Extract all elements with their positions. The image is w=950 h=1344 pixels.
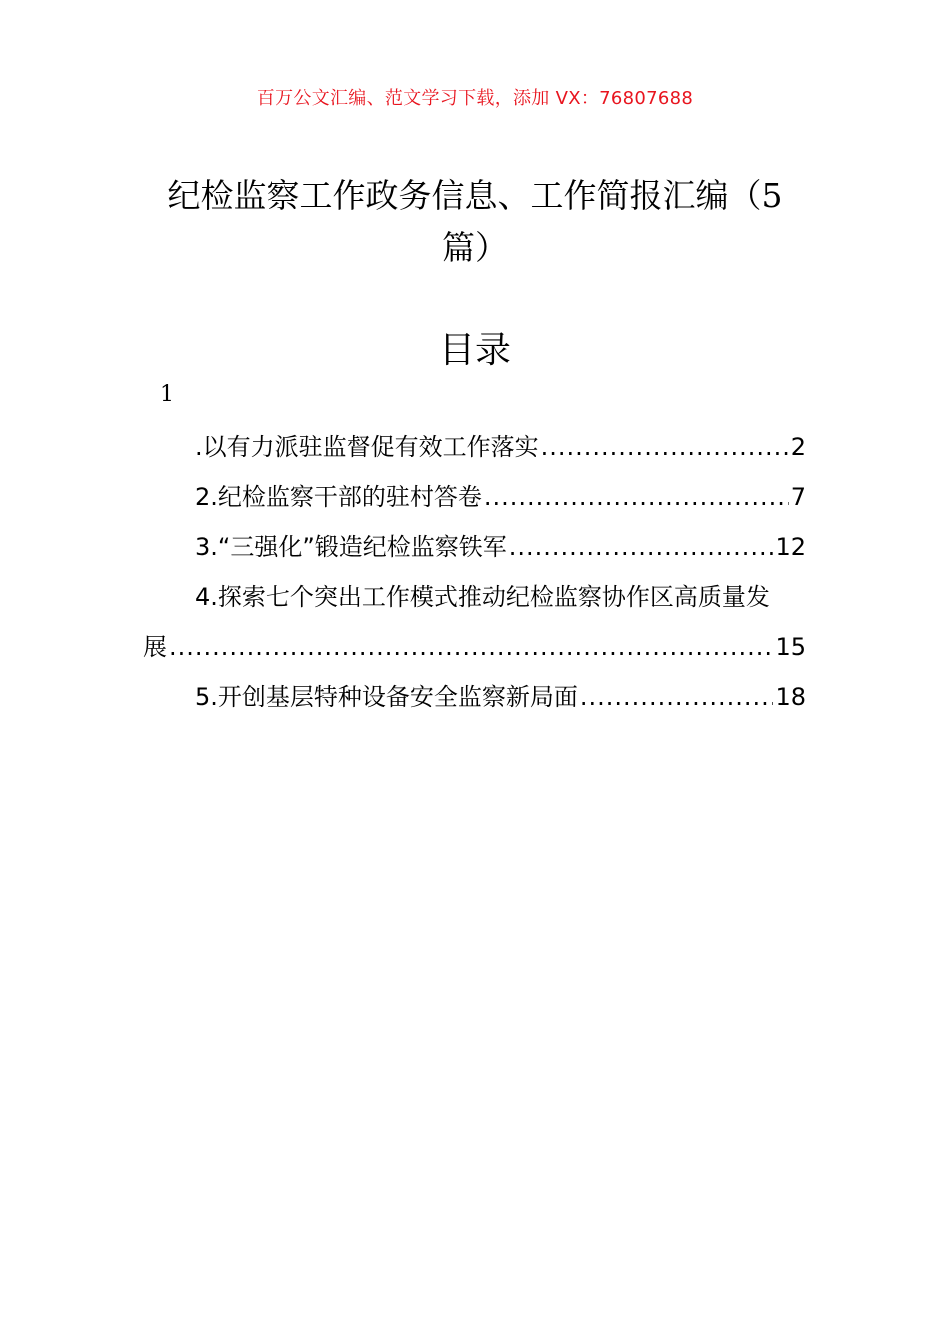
- stray-page-mark: 1: [160, 382, 174, 407]
- toc-entry-page: 7: [790, 483, 806, 511]
- toc-entry-5[interactable]: [195, 677, 806, 711]
- toc-entry-label-line2: 展: [143, 633, 167, 661]
- toc-entry-label: .以有力派驻监督促有效工作落实: [195, 433, 539, 461]
- title-tail: 篇）: [442, 228, 508, 267]
- document-title: [140, 170, 810, 274]
- toc-entry-page: 2: [790, 433, 806, 461]
- toc-leader-dots: [169, 633, 773, 661]
- toc-entry-label: 5.开创基层特种设备安全监察新局面: [195, 683, 578, 711]
- toc-entry-label-line1: 4.探索七个突出工作模式推动纪检监察协作区高质量发: [195, 583, 770, 611]
- toc-leader-dots: [509, 533, 774, 561]
- toc-leader-dots: [484, 483, 789, 511]
- toc-entry-1[interactable]: [195, 427, 806, 461]
- toc-entry-4[interactable]: [195, 577, 815, 611]
- toc-entry-2[interactable]: [195, 477, 806, 511]
- title-text: 纪检监察工作政务信息、工作简报汇编（: [167, 176, 762, 215]
- toc-entry-label: 3.“三强化”锻造纪检监察铁军: [195, 533, 507, 561]
- toc-entry-page: 18: [775, 683, 806, 711]
- toc-leader-dots: [541, 433, 789, 461]
- toc-leader-dots: [580, 683, 774, 711]
- header-banner: 百万公文汇编、范文学习下载，添加 VX：76807688: [256, 88, 694, 109]
- title-count: 5: [761, 176, 783, 215]
- toc-entry-page: 12: [775, 533, 806, 561]
- toc-entry-3[interactable]: [195, 527, 806, 561]
- toc-entry-4-continued[interactable]: [143, 627, 806, 661]
- toc-entry-page: 15: [775, 633, 806, 661]
- toc-entry-label: 2.纪检监察干部的驻村答卷: [195, 483, 482, 511]
- toc-heading: 目录: [438, 330, 511, 371]
